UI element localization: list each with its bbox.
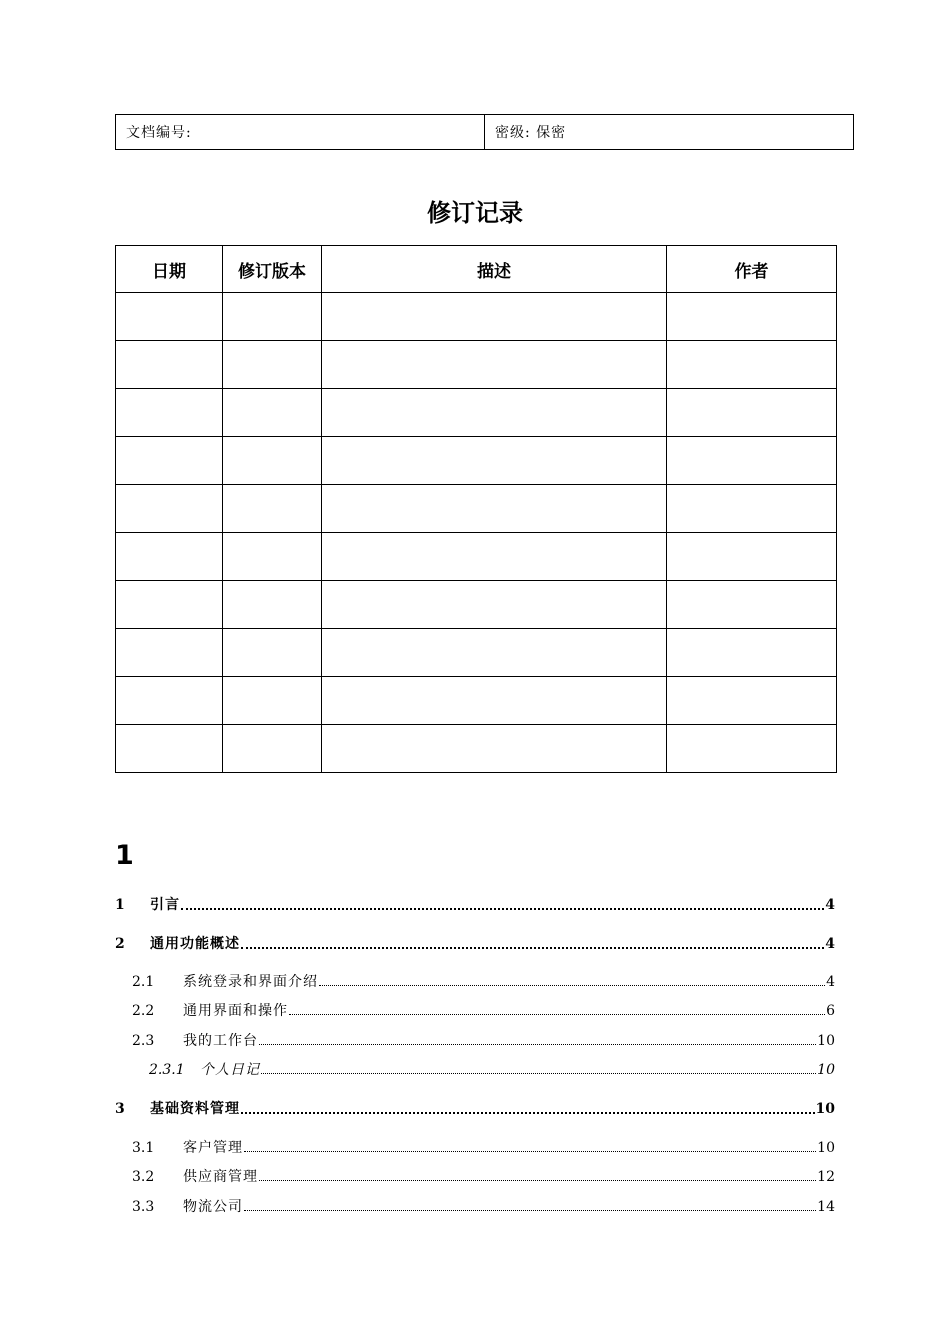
column-header-description: 描述 xyxy=(322,246,667,293)
table-cell xyxy=(322,677,667,725)
table-cell xyxy=(322,725,667,773)
toc-entry-page: 14 xyxy=(817,1199,835,1215)
doc-number-cell: 文档编号: xyxy=(116,115,485,150)
toc-entry-page: 10 xyxy=(817,1062,835,1078)
toc-entry-title: 通用界面和操作 xyxy=(183,1003,288,1019)
table-cell xyxy=(116,677,223,725)
table-row xyxy=(116,485,837,533)
table-cell xyxy=(667,389,837,437)
toc-leader-dots xyxy=(261,1073,816,1074)
table-cell xyxy=(116,725,223,773)
toc-leader-dots xyxy=(259,1044,816,1045)
table-cell xyxy=(116,485,223,533)
table-cell xyxy=(116,629,223,677)
table-cell xyxy=(667,677,837,725)
table-row xyxy=(116,437,837,485)
toc-entry[interactable] xyxy=(132,973,835,991)
revision-record-table xyxy=(115,245,837,773)
table-cell xyxy=(322,533,667,581)
toc-leader-dots xyxy=(244,1210,816,1211)
toc-entry-number: 3.1 xyxy=(132,1140,155,1156)
table-cell xyxy=(322,389,667,437)
table-cell xyxy=(322,293,667,341)
toc-entry-number: 3.3 xyxy=(132,1199,155,1215)
revision-record-title: 修订记录 xyxy=(427,199,523,227)
toc-entry-title: 引言 xyxy=(150,897,180,913)
column-header-author: 作者 xyxy=(667,246,837,293)
table-cell xyxy=(116,533,223,581)
toc-entry-title: 客户管理 xyxy=(183,1140,243,1156)
table-cell xyxy=(116,437,223,485)
table-cell xyxy=(223,581,322,629)
toc-entry-page: 10 xyxy=(815,1101,835,1117)
toc-entry-page: 4 xyxy=(826,974,835,990)
table-cell xyxy=(667,629,837,677)
table-cell xyxy=(116,293,223,341)
table-cell xyxy=(223,389,322,437)
table-cell xyxy=(667,725,837,773)
toc-entry-number: 2 xyxy=(115,936,125,952)
toc-entry-number: 3.2 xyxy=(132,1169,155,1185)
toc-entry[interactable] xyxy=(149,1061,835,1079)
toc-entry-title: 物流公司 xyxy=(183,1199,243,1215)
toc-entry-title: 系统登录和界面介绍 xyxy=(183,974,318,990)
toc-entry-title: 基础资料管理 xyxy=(150,1101,240,1117)
table-cell xyxy=(223,437,322,485)
table-row xyxy=(116,629,837,677)
toc-entry-number: 2.2 xyxy=(132,1003,155,1019)
toc-entry-page: 12 xyxy=(817,1169,835,1185)
toc-entry-number: 2.3 xyxy=(132,1033,155,1049)
table-cell xyxy=(322,629,667,677)
column-header-version: 修订版本 xyxy=(223,246,322,293)
toc-entry[interactable] xyxy=(132,1198,835,1216)
toc-entry[interactable] xyxy=(132,1002,835,1020)
toc-entry[interactable] xyxy=(115,896,835,914)
table-cell xyxy=(667,341,837,389)
toc-entry-title: 我的工作台 xyxy=(183,1033,258,1049)
table-row xyxy=(116,677,837,725)
table-cell xyxy=(223,725,322,773)
table-cell xyxy=(223,629,322,677)
table-row xyxy=(116,389,837,437)
revision-header-row xyxy=(116,246,837,293)
table-row xyxy=(116,581,837,629)
toc-entry-page: 6 xyxy=(826,1003,835,1019)
toc-entry-number: 3 xyxy=(115,1101,125,1117)
table-cell xyxy=(667,293,837,341)
toc-entry-title: 供应商管理 xyxy=(183,1169,258,1185)
toc-leader-dots xyxy=(319,985,825,986)
toc-leader-dots xyxy=(244,1151,816,1152)
table-cell xyxy=(116,581,223,629)
toc-entry[interactable] xyxy=(115,1100,835,1118)
header-row xyxy=(116,115,854,150)
table-row xyxy=(116,341,837,389)
toc-entry-number: 2.1 xyxy=(132,974,155,990)
table-cell xyxy=(322,341,667,389)
toc-leader-dots xyxy=(241,1112,815,1114)
table-cell xyxy=(667,581,837,629)
table-cell xyxy=(223,485,322,533)
toc-leader-dots xyxy=(259,1180,816,1181)
table-cell xyxy=(223,533,322,581)
toc-entry-number: 1 xyxy=(115,897,125,913)
table-cell xyxy=(116,341,223,389)
toc-entry-title: 个人日记 xyxy=(200,1062,260,1078)
toc-entry[interactable] xyxy=(132,1139,835,1157)
toc-entry[interactable] xyxy=(132,1168,835,1186)
table-cell xyxy=(223,293,322,341)
table-cell xyxy=(223,341,322,389)
toc-entry-title: 通用功能概述 xyxy=(150,936,240,952)
toc-entry-page: 10 xyxy=(817,1140,835,1156)
table-cell xyxy=(116,389,223,437)
table-cell xyxy=(223,677,322,725)
toc-heading: 1 xyxy=(115,840,134,871)
table-row xyxy=(116,293,837,341)
toc-entry-page: 4 xyxy=(825,897,835,913)
toc-entry[interactable] xyxy=(115,935,835,953)
toc-entry-page: 4 xyxy=(825,936,835,952)
toc-leader-dots xyxy=(181,908,824,910)
table-cell xyxy=(322,437,667,485)
table-row xyxy=(116,533,837,581)
table-cell xyxy=(667,485,837,533)
security-level-cell: 密级: 保密 xyxy=(485,115,854,150)
revision-table-body xyxy=(116,293,837,773)
table-cell xyxy=(322,581,667,629)
toc-entry-page: 10 xyxy=(817,1033,835,1049)
toc-entry[interactable] xyxy=(132,1032,835,1050)
table-row xyxy=(116,725,837,773)
toc-entry-number: 2.3.1 xyxy=(149,1062,185,1078)
toc-leader-dots xyxy=(241,947,824,949)
document-header-table xyxy=(115,114,854,150)
table-cell xyxy=(667,533,837,581)
column-header-date: 日期 xyxy=(116,246,223,293)
toc-leader-dots xyxy=(289,1014,825,1015)
table-cell xyxy=(667,437,837,485)
table-cell xyxy=(322,485,667,533)
